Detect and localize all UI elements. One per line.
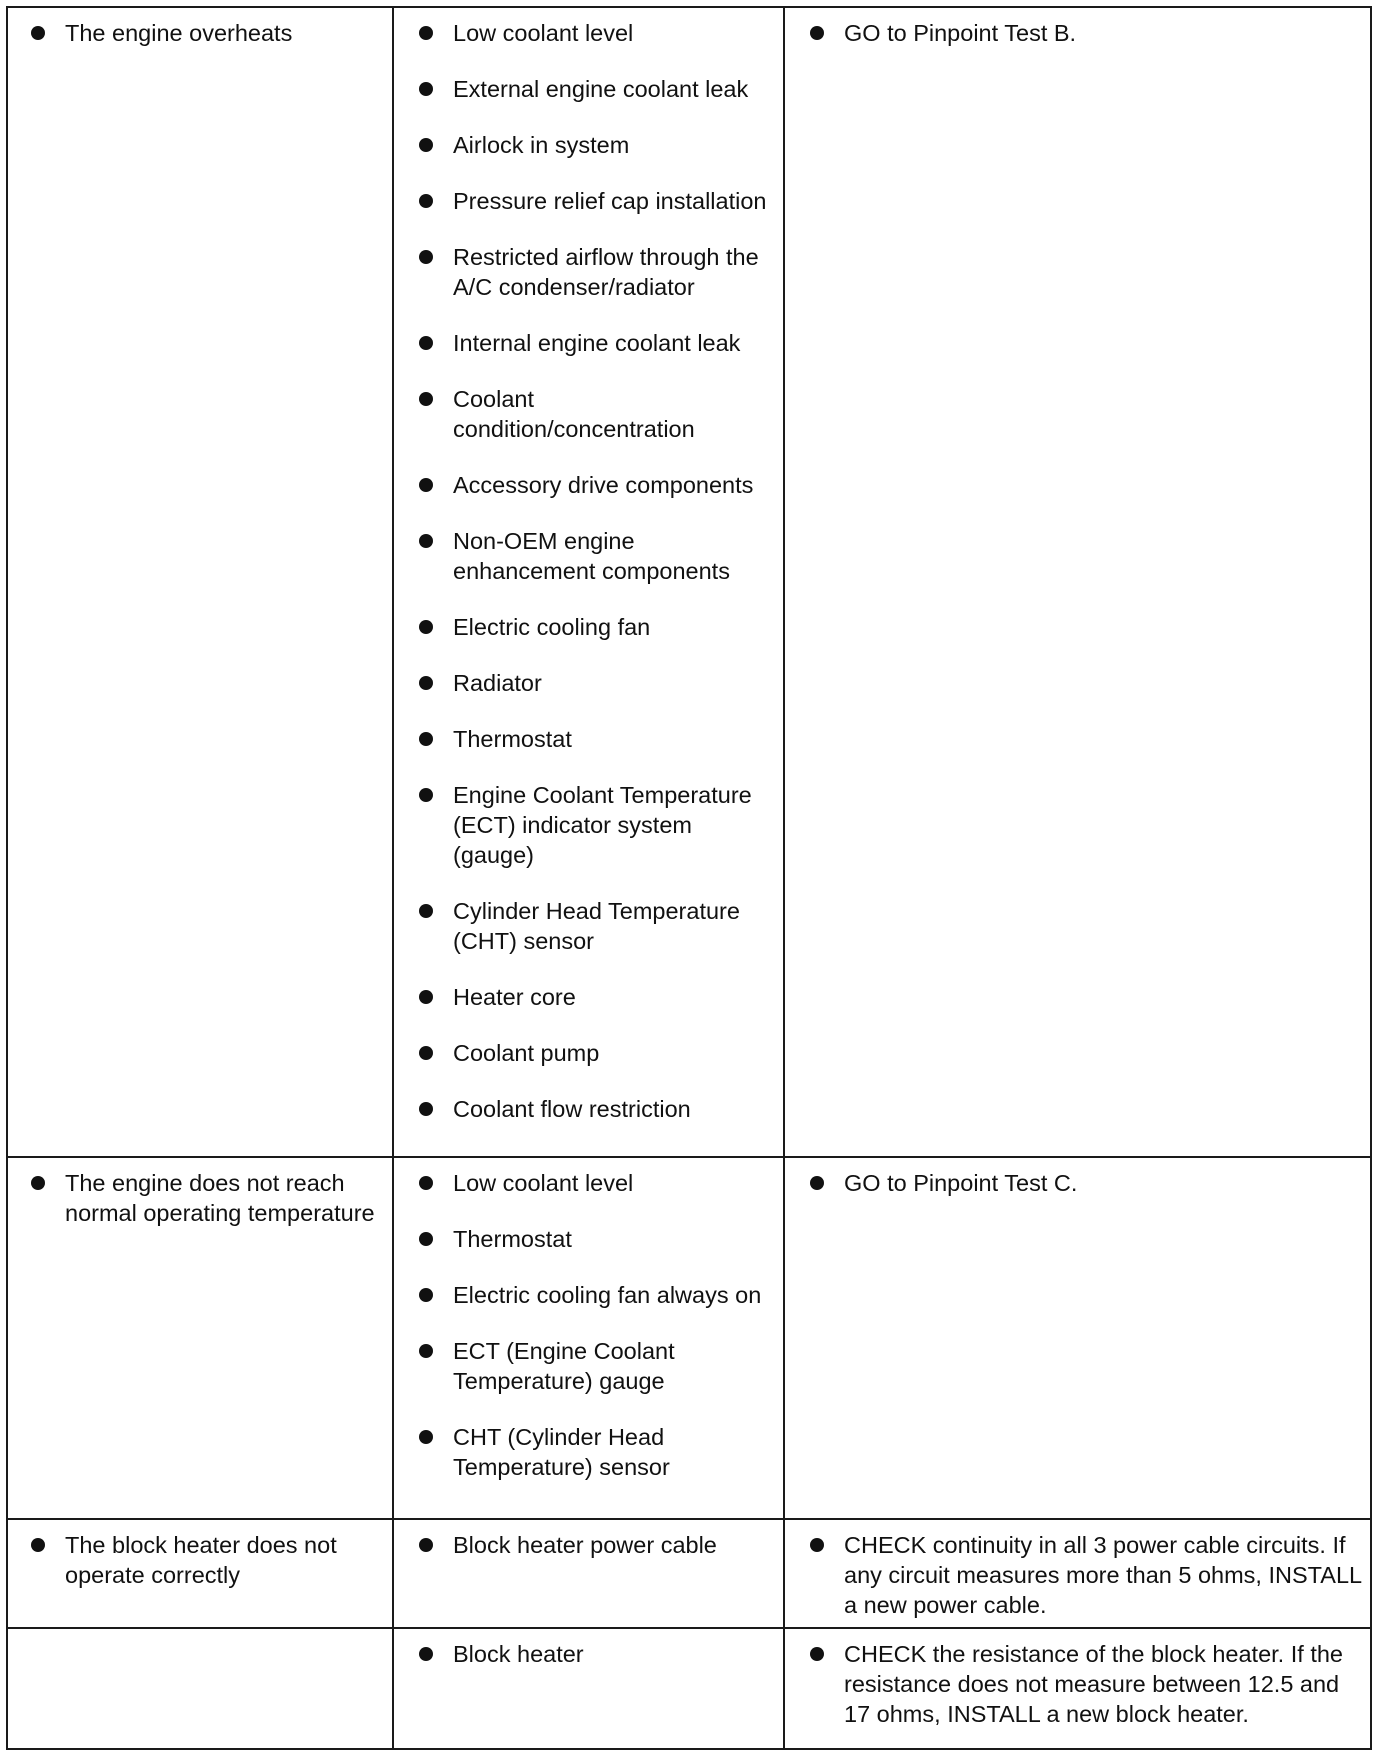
list-item: External engine coolant leak — [416, 74, 775, 104]
list-item: Coolant flow restriction — [416, 1094, 775, 1124]
list-item: Cylinder Head Temperature (CHT) sensor — [416, 896, 775, 956]
action-list — [807, 18, 1366, 48]
list-item: Block heater — [416, 1639, 775, 1669]
action-list — [807, 1639, 1366, 1729]
list-item: CHECK continuity in all 3 power cable circuits. If any circuit measures more than 5 ohms, INSTALL a new power cable. — [807, 1530, 1366, 1620]
list-item: CHECK the resistance of the block heater. If the resistance does not measure between 12.5 and 17 ohms, INSTALL a new block heater. — [807, 1639, 1366, 1729]
condition-cell — [7, 1157, 393, 1519]
list-item: The engine does not reach normal operating temperature — [28, 1168, 384, 1228]
list-item: Heater core — [416, 982, 775, 1012]
list-item: Internal engine coolant leak — [416, 328, 775, 358]
list-item: GO to Pinpoint Test B. — [807, 18, 1366, 48]
action-list — [807, 1168, 1366, 1198]
condition-cell — [7, 7, 393, 1157]
causes-list — [416, 1530, 775, 1560]
list-item: Electric cooling fan always on — [416, 1280, 775, 1310]
causes-cell — [393, 1628, 784, 1749]
list-item: Thermostat — [416, 1224, 775, 1254]
table-row — [7, 1157, 1371, 1519]
list-item: CHT (Cylinder Head Temperature) sensor — [416, 1422, 775, 1482]
list-item: Electric cooling fan — [416, 612, 775, 642]
causes-list — [416, 18, 775, 1124]
list-item: The block heater does not operate correctly — [28, 1530, 384, 1590]
causes-cell — [393, 7, 784, 1157]
list-item: Pressure relief cap installation — [416, 186, 775, 216]
list-item: Restricted airflow through the A/C condenser/radiator — [416, 242, 775, 302]
list-item: Airlock in system — [416, 130, 775, 160]
diagnosis-table — [6, 6, 1372, 1750]
list-item: Coolant pump — [416, 1038, 775, 1068]
action-cell — [784, 1157, 1371, 1519]
list-item: Thermostat — [416, 724, 775, 754]
list-item: The engine overheats — [28, 18, 384, 48]
action-list — [807, 1530, 1366, 1620]
condition-list — [28, 1168, 384, 1228]
list-item: Non-OEM engine enhancement components — [416, 526, 775, 586]
list-item: ECT (Engine Coolant Temperature) gauge — [416, 1336, 775, 1396]
causes-list — [416, 1168, 775, 1482]
list-item: Engine Coolant Temperature (ECT) indicator system (gauge) — [416, 780, 775, 870]
table-row — [7, 1628, 1371, 1749]
causes-cell — [393, 1519, 784, 1628]
list-item: Low coolant level — [416, 18, 775, 48]
causes-cell — [393, 1157, 784, 1519]
causes-list — [416, 1639, 775, 1669]
condition-cell — [7, 1519, 393, 1628]
list-item: Coolant condition/concentration — [416, 384, 775, 444]
table-row — [7, 7, 1371, 1157]
list-item: Accessory drive components — [416, 470, 775, 500]
list-item: Low coolant level — [416, 1168, 775, 1198]
list-item: GO to Pinpoint Test C. — [807, 1168, 1366, 1198]
table-row — [7, 1519, 1371, 1628]
list-item: Radiator — [416, 668, 775, 698]
action-cell — [784, 1519, 1371, 1628]
condition-list — [28, 1530, 384, 1590]
list-item: Block heater power cable — [416, 1530, 775, 1560]
condition-cell — [7, 1628, 393, 1749]
action-cell — [784, 1628, 1371, 1749]
action-cell — [784, 7, 1371, 1157]
condition-list — [28, 18, 384, 48]
